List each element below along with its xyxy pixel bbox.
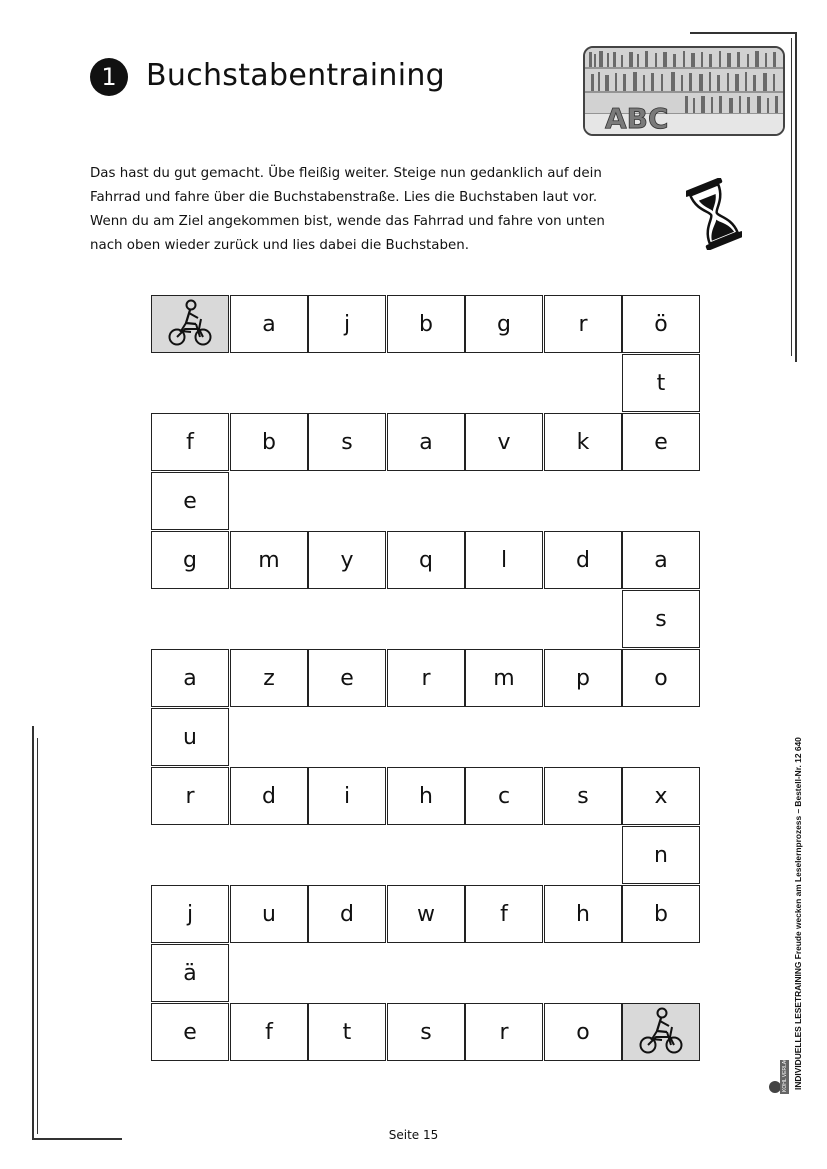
letter-cell xyxy=(308,885,386,943)
cell-letter: r xyxy=(578,311,588,337)
cell-letter: b xyxy=(262,429,276,455)
letter-cell xyxy=(622,826,700,884)
publisher-logo xyxy=(768,1060,790,1094)
letter-cell xyxy=(622,531,700,589)
bicycle-rider-icon xyxy=(165,299,215,349)
letter-cell xyxy=(387,1003,465,1061)
page-title: Buchstabentraining xyxy=(146,58,446,93)
letter-cell xyxy=(151,944,229,1002)
cell-letter: d xyxy=(262,783,276,809)
cell-letter: g xyxy=(183,547,197,573)
letter-cell xyxy=(544,413,622,471)
cell-letter: o xyxy=(576,1019,590,1045)
cell-letter: t xyxy=(656,370,666,396)
letter-cell xyxy=(465,649,543,707)
letter-cell xyxy=(465,531,543,589)
letter-cell xyxy=(622,295,700,353)
letter-cell xyxy=(387,413,465,471)
letter-cell xyxy=(151,649,229,707)
letter-cell xyxy=(151,708,229,766)
cell-letter: r xyxy=(421,665,431,691)
cell-letter: f xyxy=(500,901,508,927)
cell-letter: s xyxy=(420,1019,432,1045)
letter-cell xyxy=(544,885,622,943)
cell-letter: m xyxy=(258,547,280,573)
cell-letter: s xyxy=(341,429,353,455)
letter-cell xyxy=(544,295,622,353)
letter-cell xyxy=(544,767,622,825)
cell-letter: g xyxy=(497,311,511,337)
cell-letter: a xyxy=(419,429,433,455)
cell-letter: u xyxy=(183,724,197,750)
bicycle-rider-icon xyxy=(636,1007,686,1057)
letter-cell xyxy=(308,767,386,825)
cell-letter: e xyxy=(183,488,197,514)
cell-letter: a xyxy=(262,311,276,337)
letter-cell xyxy=(622,354,700,412)
letter-cell xyxy=(465,1003,543,1061)
letter-cell xyxy=(151,413,229,471)
letter-cell xyxy=(387,649,465,707)
letter-cell xyxy=(151,472,229,530)
cell-letter: r xyxy=(185,783,195,809)
cell-letter: x xyxy=(654,783,668,809)
letter-cell xyxy=(544,531,622,589)
letter-cell xyxy=(622,649,700,707)
cell-letter: s xyxy=(655,606,667,632)
bike-cell xyxy=(622,1003,700,1061)
cell-letter: i xyxy=(343,783,351,809)
cell-letter: a xyxy=(654,547,668,573)
cell-letter: b xyxy=(419,311,433,337)
cell-letter: d xyxy=(340,901,354,927)
hourglass-icon xyxy=(686,178,742,250)
publisher-name: KOHL VERLAG xyxy=(782,1060,788,1092)
cell-letter: ä xyxy=(183,960,197,986)
letter-cell xyxy=(387,531,465,589)
cell-letter: l xyxy=(500,547,508,573)
cell-letter: a xyxy=(183,665,197,691)
letter-cell xyxy=(230,531,308,589)
letter-cell xyxy=(230,767,308,825)
cell-letter: n xyxy=(654,842,668,868)
frame-line-left-outer xyxy=(32,726,34,1140)
letter-cell xyxy=(387,885,465,943)
letter-cell xyxy=(308,1003,386,1061)
frame-line-top-right xyxy=(690,32,796,34)
cell-letter: h xyxy=(576,901,590,927)
cell-letter: o xyxy=(654,665,668,691)
letter-cell xyxy=(544,1003,622,1061)
cell-letter: j xyxy=(186,901,194,927)
cell-letter: j xyxy=(343,311,351,337)
letter-cell xyxy=(622,413,700,471)
abc-blocks-letters: ABC xyxy=(605,102,669,134)
cell-letter: d xyxy=(576,547,590,573)
cell-letter: e xyxy=(340,665,354,691)
letter-cell xyxy=(230,649,308,707)
page-number: Seite 15 xyxy=(388,1128,439,1142)
letter-cell xyxy=(622,590,700,648)
frame-line-right-inner xyxy=(791,38,792,356)
instruction-text: Das hast du gut gemacht. Übe fleißig weiter. Steige nun gedanklich auf dein Fahrrad und fahre über die Buchstabenstraße. Lies die Buchstaben laut vor. Wenn du am Ziel angekommen bist, wende das Fahrrad und fahre von unten nach oben wieder zurück und lies dabei die Buchstaben. xyxy=(90,166,605,253)
cell-letter: r xyxy=(499,1019,509,1045)
letter-cell xyxy=(622,885,700,943)
letter-cell xyxy=(308,295,386,353)
frame-line-left-inner xyxy=(37,738,38,1134)
cell-letter: t xyxy=(342,1019,352,1045)
cell-letter: ö xyxy=(654,311,668,337)
letter-cell xyxy=(308,649,386,707)
letter-cell xyxy=(308,413,386,471)
task-number-badge: 1 xyxy=(90,58,128,96)
cell-letter: m xyxy=(493,665,515,691)
cell-letter: e xyxy=(654,429,668,455)
letter-cell xyxy=(230,1003,308,1061)
cell-letter: u xyxy=(262,901,276,927)
letter-cell xyxy=(544,649,622,707)
cell-letter: h xyxy=(419,783,433,809)
cell-letter: f xyxy=(265,1019,273,1045)
frame-line-right-outer xyxy=(795,32,797,362)
letter-cell xyxy=(151,885,229,943)
letter-cell xyxy=(151,531,229,589)
letter-cell xyxy=(151,767,229,825)
bike-cell xyxy=(151,295,229,353)
cell-letter: v xyxy=(497,429,511,455)
cell-letter: b xyxy=(654,901,668,927)
letter-cell xyxy=(387,767,465,825)
letter-cell xyxy=(465,295,543,353)
cell-letter: y xyxy=(340,547,354,573)
cell-letter: e xyxy=(183,1019,197,1045)
letter-cell xyxy=(387,295,465,353)
letter-cell xyxy=(465,413,543,471)
cell-letter: w xyxy=(417,901,435,927)
bookshelf-image xyxy=(583,46,785,136)
cell-letter: q xyxy=(419,547,433,573)
cell-letter: k xyxy=(576,429,590,455)
letter-cell xyxy=(151,1003,229,1061)
cell-letter: p xyxy=(576,665,590,691)
letter-cell xyxy=(230,885,308,943)
letter-cell xyxy=(230,295,308,353)
letter-cell xyxy=(230,413,308,471)
cell-letter: f xyxy=(186,429,194,455)
cell-letter: z xyxy=(263,665,275,691)
letter-cell xyxy=(622,767,700,825)
letter-cell xyxy=(308,531,386,589)
letter-cell xyxy=(465,885,543,943)
letter-cell xyxy=(465,767,543,825)
cell-letter: c xyxy=(497,783,511,809)
cell-letter: s xyxy=(577,783,589,809)
side-imprint-text: INDIVIDUELLES LESETRAINING Freude wecken am Leselernprozess – Bestell-Nr. 12 640 xyxy=(793,737,803,1090)
